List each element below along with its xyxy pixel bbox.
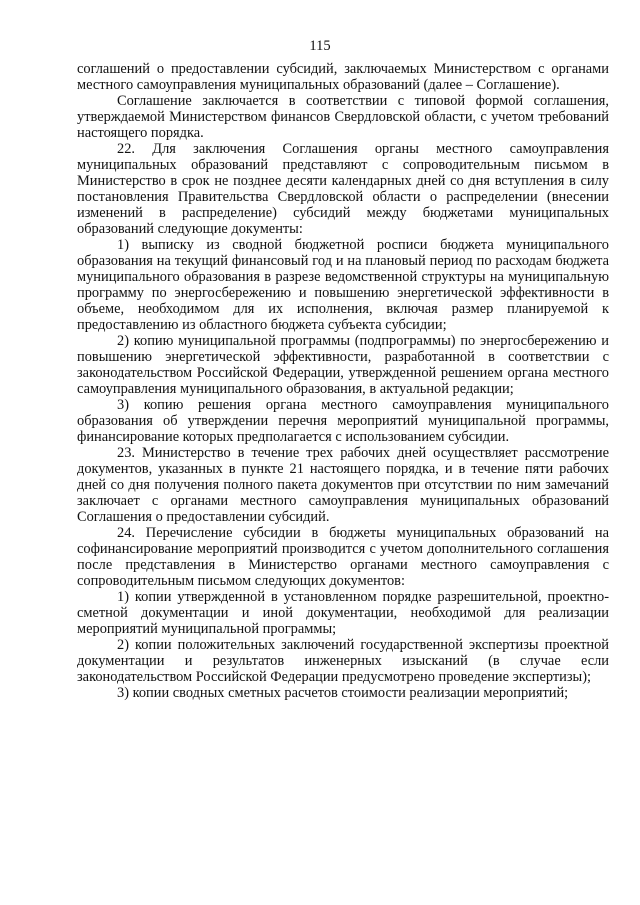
document-body [77, 61, 609, 701]
page-number: 115 [309, 38, 331, 54]
paragraph-clause-23: 23. Министерство в течение трех рабочих дней осуществляет рассмотрение документов, указанных в пункте 21 настоящего порядка, и в течение пяти рабочих дней со дня получения полного пакета документов при отсутствии по ним замечаний заключает с органами местного самоуправления муниципальных образований Соглашения о предоставлении субсидий. [77, 445, 609, 525]
paragraph-clause-22-item-2: 2) копию муниципальной программы (подпрограммы) по энергосбережению и повышению энергетической эффективности, разработанной в соответствии с законодательством Российской Федерации, утвержденной решением органа местного самоуправления муниципального образования, в актуальной редакции; [77, 333, 609, 397]
paragraph-clause-24: 24. Перечисление субсидии в бюджеты муниципальных образований на софинансирование мероприятий производится с учетом дополнительного соглашения после представления в Министерство органами местного самоуправления с сопроводительным письмом следующих документов: [77, 525, 609, 589]
paragraph-soglashenie-typical-form: Соглашение заключается в соответствии с типовой формой соглашения, утверждаемой Министерством финансов Свердловской области, с учетом требований настоящего порядка. [77, 93, 609, 141]
paragraph-clause-22: 22. Для заключения Соглашения органы местного самоуправления муниципальных образований представляют с сопроводительным письмом в Министерство в срок не позднее десяти календарных дней со дня вступления в силу постановления Правительства Свердловской области о распределении (внесении изменений в распределение) субсидий между бюджетами муниципальных образований следующие документы: [77, 141, 609, 237]
paragraph-clause-22-item-1: 1) выписку из сводной бюджетной росписи бюджета муниципального образования на текущий финансовый год и на плановый период по расходам бюджета муниципального образования в разрезе ведомственной структуры на муниципальную программу по энергосбережению и повышению энергетической эффективности в объеме, необходимом для их исполнения, включая размер планируемой к предоставлению из областного бюджета субъекта субсидии; [77, 237, 609, 333]
paragraph-clause-24-item-3: 3) копии сводных сметных расчетов стоимости реализации мероприятий; [117, 685, 569, 701]
paragraph-clause-22-item-3: 3) копию решения органа местного самоуправления муниципального образования об утверждении перечня мероприятий муниципальной программы, финансирование которых предполагается с использованием субсидии. [77, 397, 609, 445]
paragraph-soglasheniy-continuation: соглашений о предоставлении субсидий, заключаемых Министерством с органами местного самоуправления муниципальных образований (далее – Соглашение). [77, 61, 609, 93]
paragraph-clause-24-item-2: 2) копии положительных заключений государственной экспертизы проектной документации и результатов инженерных изысканий (в случае если законодательством Российской Федерации предусмотрено проведение экспертизы); [77, 637, 609, 685]
paragraph-clause-24-item-1: 1) копии утвержденной в установленном порядке разрешительной, проектно-сметной документации и иной документации, необходимой для реализации мероприятий муниципальной программы; [77, 589, 609, 637]
